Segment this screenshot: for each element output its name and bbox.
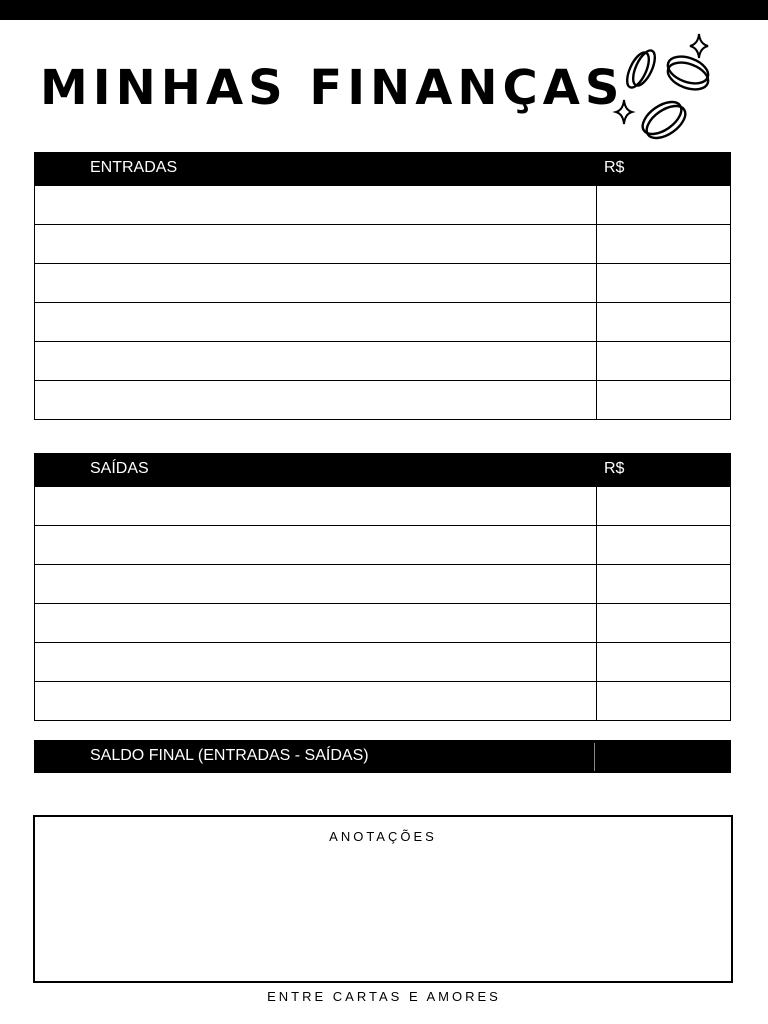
saida-description-cell[interactable] [35, 682, 597, 720]
entrada-value-cell[interactable] [597, 225, 730, 263]
entrada-description-cell[interactable] [35, 381, 597, 419]
entrada-description-cell[interactable] [35, 264, 597, 302]
saida-description-cell[interactable] [35, 526, 597, 564]
table-row [35, 642, 730, 681]
entradas-table [34, 152, 731, 420]
entrada-value-cell[interactable] [597, 342, 730, 380]
table-row [35, 525, 730, 564]
entrada-value-cell[interactable] [597, 186, 730, 224]
table-row [35, 487, 730, 525]
table-row [35, 302, 730, 341]
table-row [35, 681, 730, 720]
coins-icon [610, 30, 720, 145]
table-row [35, 224, 730, 263]
saida-value-cell[interactable] [597, 604, 730, 642]
saida-value-cell[interactable] [597, 682, 730, 720]
notes-box[interactable] [33, 815, 733, 983]
saidas-currency: R$ [604, 460, 625, 477]
entrada-description-cell[interactable] [35, 186, 597, 224]
footer-brand: ENTRE CARTAS E AMORES [267, 989, 501, 1004]
saldo-final-bar [34, 740, 731, 773]
saida-description-cell[interactable] [35, 487, 597, 525]
table-row [35, 263, 730, 302]
saldo-final-label: SALDO FINAL (ENTRADAS - SAÍDAS) [90, 747, 369, 764]
entradas-label: ENTRADAS [90, 159, 178, 176]
entrada-value-cell[interactable] [597, 381, 730, 419]
page-title: MINHAS FINANÇAS [40, 60, 625, 116]
table-row [35, 380, 730, 419]
entradas-header [34, 152, 731, 186]
notes-heading: ANOTAÇÕES [329, 829, 437, 844]
saida-description-cell[interactable] [35, 565, 597, 603]
saida-description-cell[interactable] [35, 643, 597, 681]
entradas-currency: R$ [604, 159, 625, 176]
table-row [35, 564, 730, 603]
saida-value-cell[interactable] [597, 526, 730, 564]
saida-value-cell[interactable] [597, 487, 730, 525]
entrada-description-cell[interactable] [35, 342, 597, 380]
saidas-label: SAÍDAS [90, 460, 149, 477]
saidas-table [34, 453, 731, 721]
entrada-value-cell[interactable] [597, 264, 730, 302]
saidas-header [34, 453, 731, 487]
entrada-description-cell[interactable] [35, 303, 597, 341]
saida-value-cell[interactable] [597, 643, 730, 681]
saldo-divider [594, 743, 595, 771]
top-bar [0, 0, 768, 20]
table-row [35, 186, 730, 224]
saida-value-cell[interactable] [597, 565, 730, 603]
table-row [35, 341, 730, 380]
entrada-description-cell[interactable] [35, 225, 597, 263]
entrada-value-cell[interactable] [597, 303, 730, 341]
table-row [35, 603, 730, 642]
saida-description-cell[interactable] [35, 604, 597, 642]
